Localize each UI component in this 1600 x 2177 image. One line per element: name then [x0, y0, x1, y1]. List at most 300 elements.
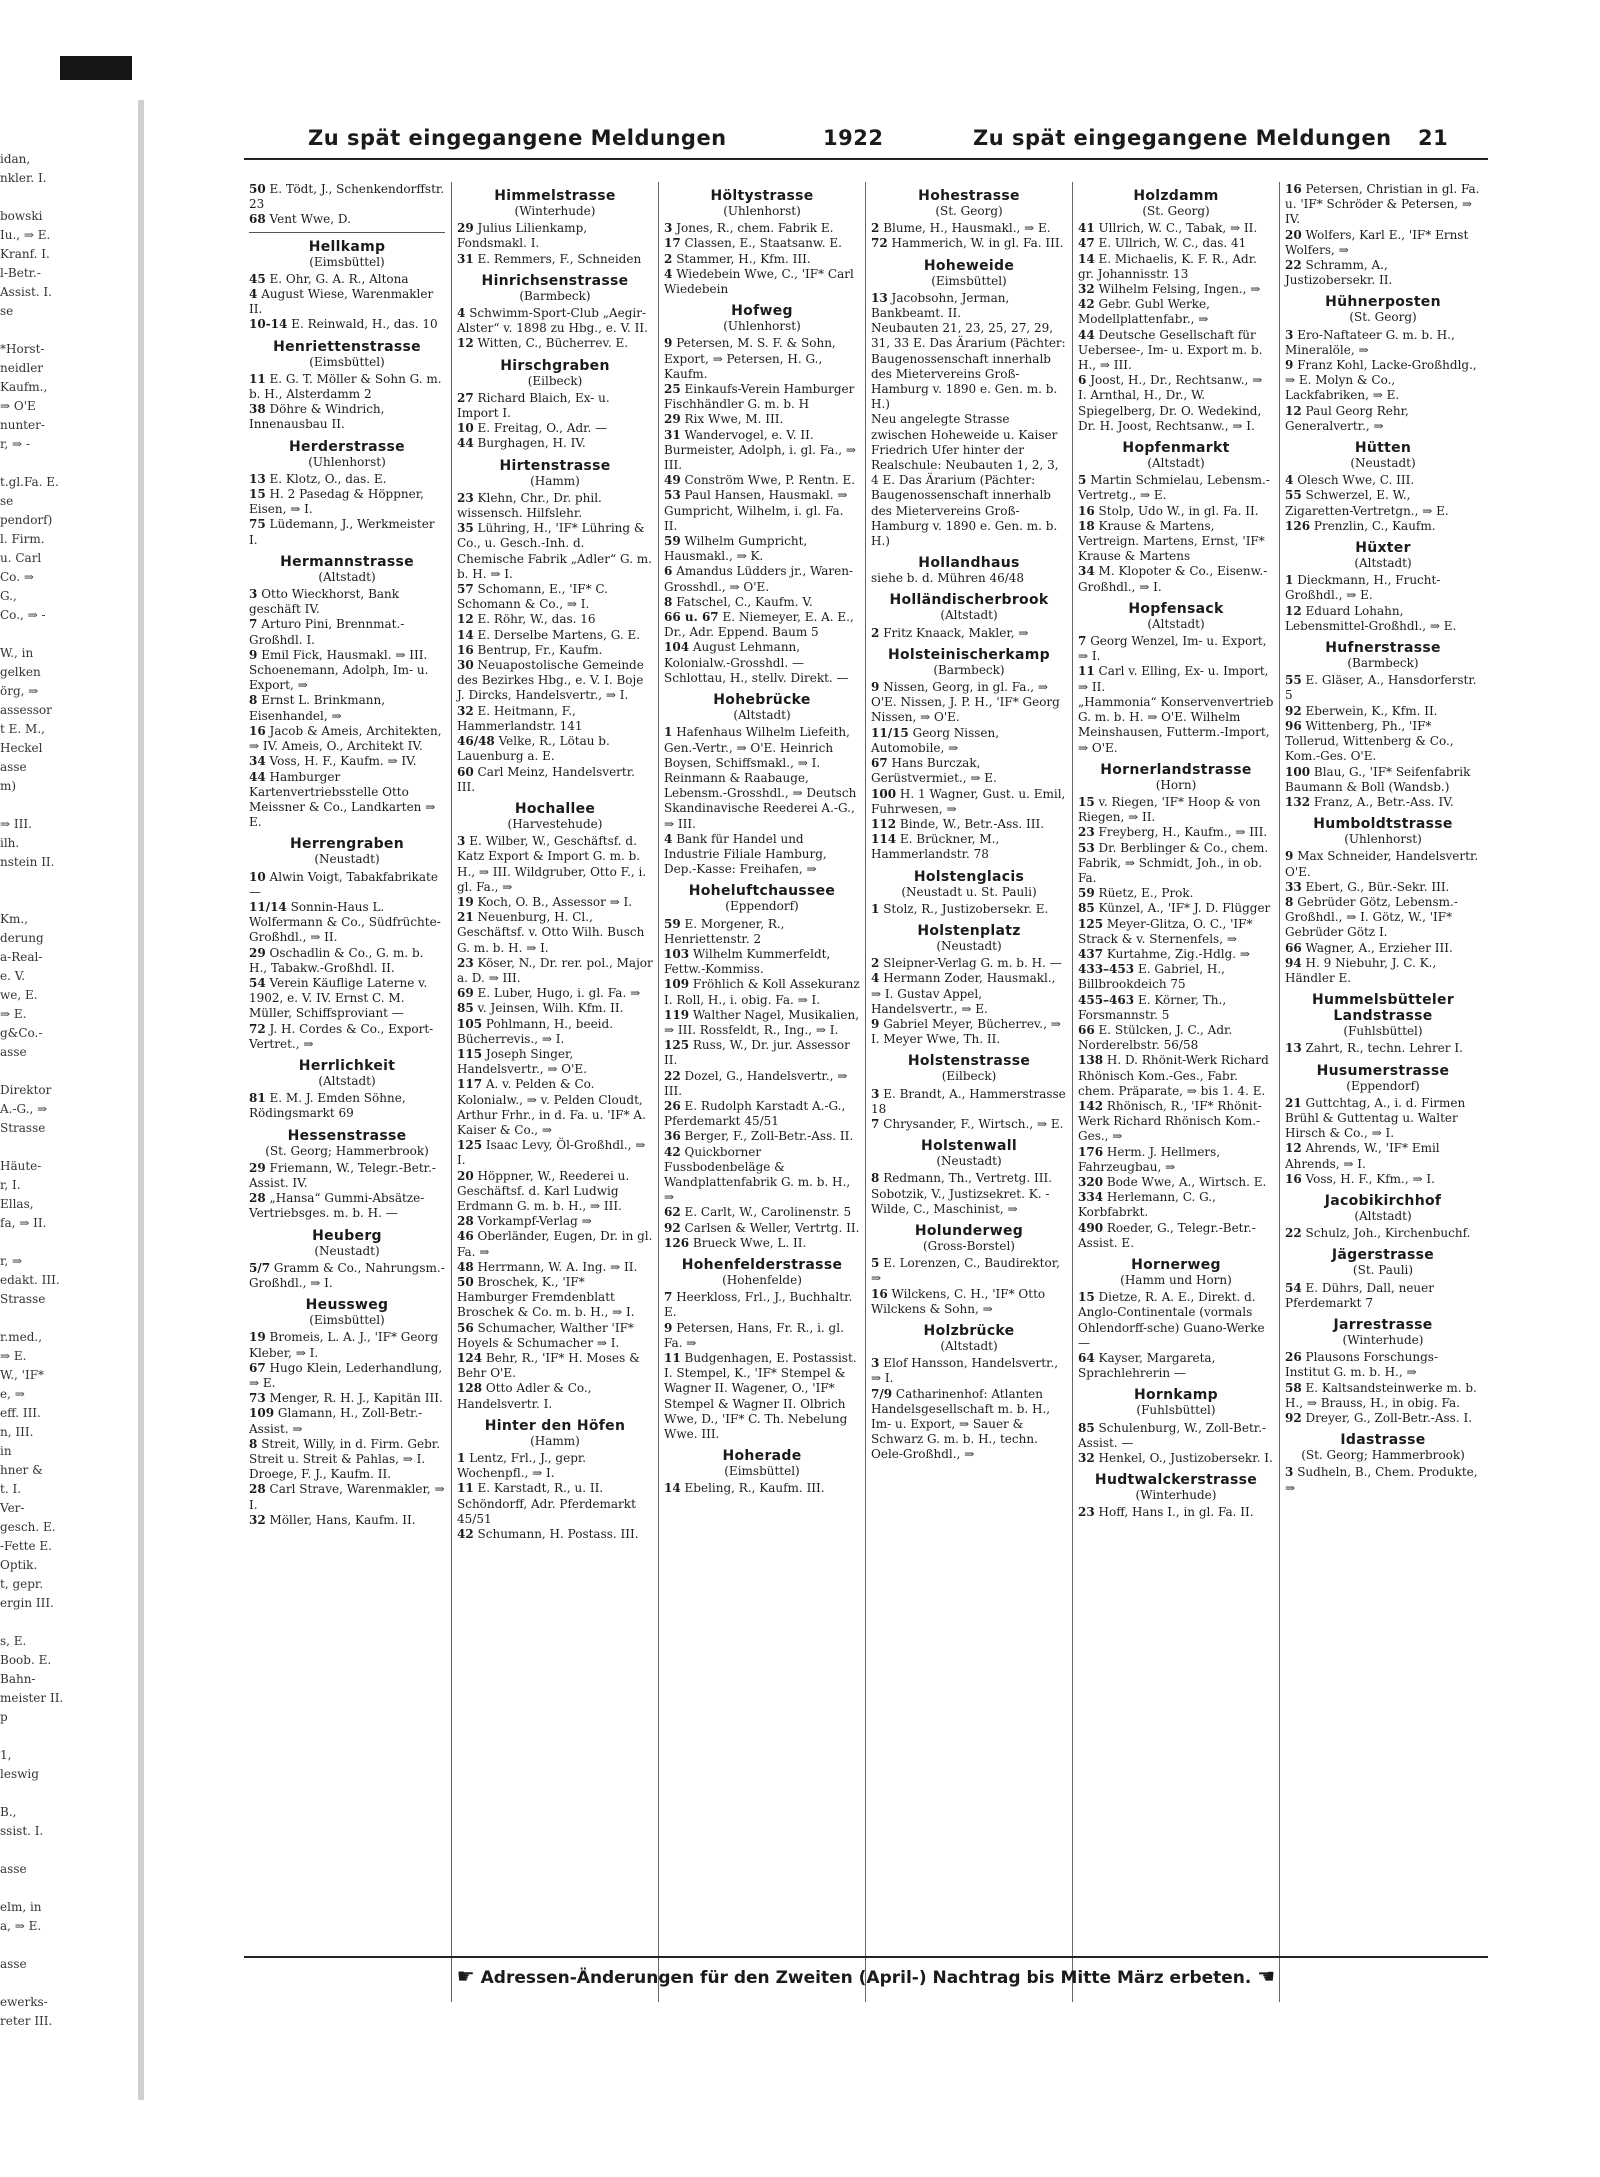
directory-entry	[871, 626, 1067, 641]
entry-text: Stolz, R., Justizobersekr. E.	[883, 901, 1049, 916]
house-number: 12	[1285, 1141, 1302, 1156]
directory-entry	[1285, 1172, 1481, 1187]
strip-line: nunter-	[0, 418, 45, 432]
directory-entry	[1285, 1465, 1481, 1495]
street-heading: Hütten	[1354, 440, 1412, 457]
entry-text: Martin Schmielau, Lebensm.-Vertretg., ⇒ E.	[1078, 473, 1270, 503]
strip-line: -Fette E.	[0, 1539, 52, 1553]
strip-line: leswig	[0, 1767, 39, 1781]
street-heading: Jägerstrasse	[1331, 1247, 1435, 1264]
entry-text: Petersen, M. S. F. & Sohn, Export, ⇒ Petersen, H. G., Kaufm.	[664, 336, 836, 381]
directory-entry	[1285, 719, 1481, 765]
directory-entry	[1285, 573, 1481, 603]
strip-line: r, ⇒	[0, 1254, 23, 1268]
entry-text: Lühring, H., 'IF* Lühring & Co., u. Gesch.-Inh. d. Chemische Fabrik „Adler“ G. m. b. H. ⇒ I.	[457, 521, 652, 581]
strip-line: nkler. I.	[0, 171, 47, 185]
house-number: 1	[457, 1451, 466, 1466]
entry-text: Hammerich, W. in gl. Fa. III.	[891, 236, 1064, 251]
street-heading: Hornkamp	[1134, 1387, 1218, 1404]
entry-text: E. Niemeyer, E. A. E., Dr., Adr. Eppend. Baum 5	[664, 610, 854, 640]
entry-text: Schramm, A., Justizobersekr. II.	[1285, 258, 1393, 288]
directory-entry	[664, 564, 860, 594]
scan-edge-mark	[60, 56, 132, 80]
directory-entry	[457, 521, 653, 582]
house-number: 13	[1285, 1041, 1302, 1056]
directory-entry	[1285, 1381, 1481, 1411]
entry-text: Stolp, Udo W., in gl. Fa. II.	[1098, 503, 1259, 518]
directory-entry	[871, 321, 1067, 412]
house-number: 29	[457, 221, 474, 236]
directory-entry	[249, 287, 445, 317]
header-year: 1922	[823, 126, 884, 150]
pointing-hand-right-icon: ☚	[1257, 1964, 1276, 1988]
entry-text: Fatschel, C., Kaufm. V.	[676, 594, 813, 609]
directory-entry	[664, 1069, 860, 1099]
house-number: 26	[664, 1098, 681, 1113]
directory-entry	[1285, 328, 1481, 358]
directory-entry	[1078, 825, 1274, 840]
house-number: 9	[664, 336, 673, 351]
directory-entry	[457, 1275, 653, 1321]
street-district: (Eppendorf)	[725, 899, 799, 914]
directory-entry	[457, 1229, 653, 1259]
house-number: 1	[1285, 573, 1294, 588]
entry-text: Streit, Willy, in d. Firm. Gebr. Streit u. Streit & Pahlas, ⇒ I. Droege, F. J., Kaufm. II.	[249, 1436, 441, 1482]
strip-line: idan,	[0, 152, 31, 166]
street-district: (Eimsbüttel)	[309, 254, 385, 269]
entry-text: Schomann, E., 'IF* C. Schomann & Co., ⇒ I.	[457, 582, 608, 612]
street-district: (Neustadt)	[936, 1154, 1002, 1169]
strip-line: eff. III.	[0, 1406, 41, 1420]
house-number: 7/9	[871, 1386, 893, 1401]
strip-line	[0, 1309, 132, 1328]
house-number: 109	[664, 977, 690, 992]
directory-entry	[871, 756, 1067, 786]
entry-text: E. Karstadt, R., u. II. Schöndorff, Adr. Pferdemarkt 45/51	[457, 1481, 636, 1526]
entry-text: Nissen, Georg, in gl. Fa., ⇒ O'E. Nissen, J. P. H., 'IF* Georg Nissen, ⇒ O'E.	[871, 680, 1060, 725]
entry-text: Freyberg, H., Kaufm., ⇒ III.	[1098, 825, 1268, 840]
house-number: 16	[871, 1286, 888, 1301]
directory-entry	[1285, 488, 1481, 518]
house-number: 21	[1285, 1095, 1302, 1110]
entry-text: M. Klopoter & Co., Eisenw.-Großhdl., ⇒ I.	[1078, 564, 1268, 594]
directory-entry	[664, 473, 860, 488]
directory-entry	[664, 1129, 860, 1144]
street-heading: Hinter den Höfen	[484, 1417, 626, 1434]
strip-line: ⇒ O'E	[0, 399, 36, 413]
entry-text: Franz Kohl, Lacke-Großhdlg., ⇒ E. Molyn & Co., Lackfabriken, ⇒ E.	[1285, 358, 1477, 403]
house-number: 4	[1285, 473, 1294, 488]
entry-text: Herlemann, C. G., Korbfabrkt.	[1078, 1190, 1216, 1220]
directory-entry	[1078, 1351, 1274, 1381]
entry-text: Kayser, Margareta, Sprachlehrerin —	[1078, 1351, 1216, 1381]
entry-text: Möller, Hans, Kaufm. II.	[269, 1512, 416, 1527]
street-district: (Uhlenhorst)	[723, 319, 801, 334]
strip-line	[0, 625, 132, 644]
street-district: (Altstadt)	[1147, 456, 1205, 471]
strip-line: gelken	[0, 665, 41, 679]
entry-text: Schumann, H. Postass. III.	[477, 1527, 639, 1542]
entry-text: E. Michaelis, K. F. R., Adr. gr. Johannisstr. 13	[1078, 251, 1257, 281]
strip-line	[0, 1138, 132, 1157]
header-rule	[244, 158, 1488, 160]
house-number: 5/7	[249, 1260, 271, 1275]
directory-entry	[664, 1145, 860, 1206]
directory-entry	[1078, 1190, 1274, 1220]
directory-entry	[1078, 695, 1274, 756]
page-number: 21	[1418, 126, 1449, 150]
entry-text: Sleipner-Verlag G. m. b. H. —	[883, 956, 1062, 971]
entry-text: Dietze, R. A. E., Direkt. d. Anglo-Continentale (vormals Ohlendorff-sche) Guano-Werke —	[1078, 1290, 1265, 1350]
entry-text: Künzel, A., 'IF* J. D. Flügger	[1098, 901, 1271, 916]
entry-text: Dreyer, G., Zoll-Betr.-Ass. I.	[1305, 1411, 1473, 1425]
house-number: 66 u. 67	[664, 610, 719, 625]
entry-text: Max Schneider, Handelsvertr. O'E.	[1285, 849, 1479, 879]
house-number: 437	[1078, 946, 1104, 961]
entry-text: Vorkampf-Verlag ⇒	[477, 1214, 592, 1229]
entry-text: Schwimm-Sport-Club „Aegir-Alster“ v. 1898 zu Hbg., e. V. II.	[457, 306, 648, 336]
strip-line: a-Real-	[0, 950, 43, 964]
columns-area	[244, 182, 1488, 2002]
house-number: 9	[1285, 849, 1294, 864]
directory-entry	[457, 1351, 653, 1381]
house-number: 15	[1078, 794, 1095, 809]
entry-text: Schulenburg, W., Zoll-Betr.-Assist. —	[1078, 1420, 1267, 1450]
directory-entry	[664, 221, 860, 236]
house-number: 124	[457, 1351, 483, 1366]
street-heading: Herderstrasse	[289, 438, 405, 455]
house-number: 38	[249, 402, 266, 417]
directory-entry	[1285, 956, 1481, 986]
house-number: 1	[664, 725, 673, 740]
house-number: 138	[1078, 1053, 1104, 1068]
entry-text: Catharinenhof: Atlanten Handelsgesellschaft m. b. H., Im- u. Export, ⇒ Sauer & Schwarz G. m. b. H., techn. Oele-Großhdl., ⇒	[871, 1386, 1051, 1462]
directory-entry	[1285, 519, 1481, 534]
directory-entry	[664, 1321, 860, 1351]
directory-entry	[249, 1161, 445, 1191]
street-heading: Hinrichsenstrasse	[481, 272, 629, 289]
entry-text: Joseph Singer, Handelsvertr., ⇒ O'E.	[457, 1046, 588, 1077]
entry-text: Herm. J. Hellmers, Fahrzeugbau, ⇒	[1078, 1144, 1221, 1174]
strip-line: a, ⇒ E.	[0, 1919, 42, 1933]
house-number: 85	[1078, 901, 1095, 916]
directory-entry	[249, 770, 445, 831]
street-heading: Hopfenmarkt	[1122, 440, 1230, 457]
house-number: 12	[1285, 403, 1302, 418]
house-number: 19	[249, 1330, 266, 1345]
house-number: 19	[457, 894, 474, 909]
house-number: 5	[1078, 473, 1087, 488]
street-heading: Holunderweg	[914, 1222, 1024, 1239]
house-number: 56	[457, 1320, 474, 1335]
strip-line: gesch. E.	[0, 1520, 56, 1534]
strip-line: m)	[0, 779, 17, 793]
entry-text: Ebeling, R., Kaufm. III.	[684, 1481, 825, 1496]
house-number: 32	[457, 703, 474, 718]
directory-entry	[249, 402, 445, 432]
entry-text: H. D. Rhönit-Werk Richard Rhönisch Kom.-Ges., Fabr. chem. Präparate, ⇒ bis 1. 4. E.	[1078, 1053, 1269, 1098]
street-district: (Eilbeck)	[527, 373, 583, 388]
house-number: 14	[457, 627, 474, 642]
directory-entry	[664, 1236, 860, 1251]
directory-entry	[1078, 1451, 1274, 1466]
strip-line: pendorf)	[0, 513, 53, 527]
directory-entry	[249, 372, 445, 402]
strip-line: u. Carl	[0, 551, 42, 565]
directory-entry	[664, 1205, 860, 1220]
strip-line	[0, 321, 132, 340]
strip-line	[0, 891, 132, 910]
entry-text: Neuenburg, H. Cl., Geschäftsf. v. Otto Wilh. Busch G. m. b. H. ⇒ I.	[457, 910, 645, 955]
directory-entry	[249, 272, 445, 287]
directory-entry	[457, 306, 653, 336]
street-heading: Holzbrücke	[923, 1322, 1015, 1339]
directory-entry	[457, 1381, 653, 1411]
entry-text: E. Derselbe Martens, G. E.	[477, 627, 641, 642]
entry-text: Russ, W., Dr. jur. Assessor II.	[664, 1038, 850, 1068]
strip-line	[0, 188, 132, 207]
entry-text: Olesch Wwe, C. III.	[1297, 473, 1415, 488]
strip-line: l-Betr.-	[0, 266, 41, 280]
house-number: 119	[664, 1007, 690, 1022]
entry-text: Wilckens, C. H., 'IF* Otto Wilckens & Sohn, ⇒	[871, 1286, 1046, 1316]
directory-entry	[457, 704, 653, 734]
entry-text: Herrmann, W. A. Ing. ⇒ II.	[477, 1259, 638, 1274]
entry-text: August Wiese, Warenmakler II.	[249, 287, 434, 317]
entry-text: Schumacher, Walther 'IF* Hoyels & Schumacher ⇒ I.	[457, 1320, 634, 1350]
directory-entry	[664, 640, 860, 686]
header-title-right: Zu spät eingegangene Meldungen	[973, 126, 1392, 150]
entry-text: Hafenhaus Wilhelm Liefeith, Gen.-Vertr., ⇒ O'E. Heinrich Boysen, Schiffsmakl., ⇒ I. Reinmann & Raabauge, Lebensm.-Grosshdl., ⇒ Deutsch Skandinavische Reederei A.-G., ⇒ III.	[664, 725, 857, 831]
street-heading: Hummelsbütteler Landstrasse	[1311, 992, 1455, 1025]
street-heading: Husumerstrasse	[1316, 1062, 1450, 1079]
street-heading: Hohenfelderstrasse	[681, 1257, 843, 1273]
strip-line: ⇒ E.	[0, 1007, 27, 1021]
entry-text: Köser, N., Dr. rer. pol., Major a. D. ⇒ III.	[457, 955, 653, 985]
entry-text: Budgenhagen, E. Postassist. I. Stempel, K., 'IF* Stempel & Wagner II. Wagener, O., 'IF* Stempel & Wagner II. Olbrich Wwe, D., 'IF* C. Th. Nebelung Wwe. III.	[664, 1351, 857, 1442]
column-3	[658, 182, 865, 2002]
entry-text: Ero-Naftateer G. m. b. H., Mineralöle, ⇒	[1285, 327, 1455, 357]
entry-text: siehe b. d. Mühren 46/48	[871, 571, 1025, 586]
street-district: (Neustadt)	[1350, 456, 1416, 471]
strip-line: n, III.	[0, 1425, 34, 1439]
strip-line: W., in	[0, 646, 34, 660]
strip-line: Assist. I.	[0, 285, 52, 299]
street-district: (Winterhude)	[1135, 1488, 1217, 1503]
entry-text: Carlsen & Weller, Vertrtg. II.	[684, 1220, 860, 1235]
house-number: 11	[664, 1351, 681, 1366]
strip-line: se	[0, 494, 14, 508]
entry-text: Quickborner Fussbodenbeläge & Wandplattenfabrik G. m. b. H., ⇒	[664, 1144, 851, 1205]
footer-notice	[244, 1964, 1488, 1992]
street-district: (Neustadt)	[314, 1243, 380, 1258]
street-district: (Hamm und Horn)	[1120, 1273, 1232, 1287]
strip-line: A.-G., ⇒	[0, 1102, 48, 1116]
strip-line: ergin III.	[0, 1596, 54, 1610]
entry-text: Rix Wwe, M. III.	[684, 412, 784, 427]
house-number: 3	[1285, 1465, 1294, 1480]
entry-text: Richard Blaich, Ex- u. Import I.	[457, 390, 610, 421]
entry-text: Krause & Martens, Vertreign. Martens, Ernst, 'IF* Krause & Martens	[1078, 518, 1265, 564]
directory-entry	[871, 1356, 1067, 1386]
house-number: 31	[457, 251, 474, 266]
entry-text: E. Gläser, A., Hansdorferstr. 5	[1285, 673, 1477, 703]
directory-entry	[871, 1017, 1067, 1047]
directory-entry	[1285, 765, 1481, 795]
house-number: 6	[664, 564, 673, 579]
house-number: 31	[664, 427, 681, 442]
house-number: 33	[1285, 879, 1302, 894]
directory-entry	[664, 610, 860, 640]
entry-text: E. Rudolph Karstadt A.-G., Pferdemarkt 45/51	[664, 1098, 846, 1129]
directory-entry	[249, 1482, 445, 1512]
street-heading: Hoheweide	[923, 257, 1015, 274]
directory-entry	[457, 1017, 653, 1047]
directory-entry	[1285, 849, 1481, 879]
house-number: 100	[871, 786, 897, 801]
house-number: 15	[1078, 1290, 1095, 1305]
house-number: 13	[871, 290, 888, 305]
entry-text: Wagner, A., Erzieher III.	[1305, 940, 1453, 955]
entry-text: Carl Strave, Warenmakler, ⇒ I.	[249, 1482, 445, 1512]
strip-line: t. I.	[0, 1482, 22, 1496]
entry-text: Wilhelm Kummerfeldt, Fettw.-Kommiss.	[664, 946, 831, 977]
entry-text: Burghagen, H. IV.	[477, 436, 586, 451]
house-number: 3	[1285, 327, 1294, 342]
entry-text: Hermann Zoder, Hausmakl., ⇒ I. Gustav Appel, Handelsvertr., ⇒ E.	[871, 971, 1056, 1016]
house-number: 11	[1078, 664, 1095, 679]
entry-text: Kurtahme, Zig.-Hdlg. ⇒	[1106, 946, 1250, 961]
directory-entry	[871, 902, 1067, 917]
directory-entry	[664, 832, 860, 878]
strip-line: g&Co.-	[0, 1026, 43, 1040]
street-heading: Hornerlandstrasse	[1100, 761, 1252, 778]
column-6	[1279, 182, 1486, 2002]
directory-entry	[249, 1437, 445, 1483]
directory-entry	[249, 648, 445, 694]
directory-entry	[457, 1321, 653, 1351]
directory-entry	[1285, 604, 1481, 634]
house-number: 46/48	[457, 734, 495, 749]
directory-entry	[1078, 917, 1274, 947]
street-heading: Heussweg	[305, 1297, 389, 1314]
house-number: 23	[1078, 1505, 1095, 1520]
house-number: 3	[664, 221, 673, 236]
house-number: 27	[457, 390, 474, 405]
entry-text: Petersen, Christian in gl. Fa. u. 'IF* Schröder & Petersen, ⇒ IV.	[1285, 182, 1480, 227]
entry-text: Neubauten 21, 23, 25, 27, 29, 31, 33 E. Das Ärarium (Pächter: Baugenossenschaft innerhalb des Mietervereins Groß-Hamburg v. 1890 e. Gen. m. b. H.)	[871, 321, 1066, 412]
entry-text: Ahrends, W., 'IF* Emil Ahrends, ⇒ I.	[1285, 1141, 1440, 1171]
house-number: 2	[871, 625, 880, 640]
entry-text: Lentz, Frl., J., gepr. Wochenpfl., ⇒ I.	[457, 1451, 587, 1481]
entry-text: Wandervogel, e. V. II. Burmeister, Adolph, i. gl. Fa., ⇒ III.	[664, 427, 856, 473]
directory-entry	[1078, 993, 1274, 1023]
entry-text: Dr. Berblinger & Co., chem. Fabrik, ⇒ Schmidt, Joh., in ob. Fa.	[1078, 840, 1269, 885]
entry-text: Roeder, G., Telegr.-Betr.-Assist. E.	[1078, 1220, 1256, 1250]
strip-line: elm, in	[0, 1900, 42, 1914]
house-number: 16	[1285, 1171, 1302, 1186]
entry-text: Wolfers, Karl E., 'IF* Ernst Wolfers, ⇒	[1285, 227, 1469, 257]
house-number: 22	[664, 1068, 681, 1083]
directory-entry	[1078, 282, 1274, 297]
street-district: (St. Georg)	[1142, 204, 1210, 218]
directory-entry	[664, 267, 860, 297]
strip-line: Kaufm.,	[0, 380, 48, 394]
house-number: 58	[1285, 1380, 1302, 1395]
entry-text: Wiedebein Wwe, C., 'IF* Carl Wiedebein	[664, 266, 854, 297]
house-number: 100	[1285, 764, 1311, 779]
entry-text: H. 2 Pasedag & Höppner, Eisen, ⇒ I.	[249, 487, 424, 517]
house-number: 28	[249, 1191, 266, 1206]
directory-entry	[249, 900, 445, 946]
directory-entry	[664, 428, 860, 474]
directory-entry	[249, 617, 445, 647]
street-district: (Altstadt)	[940, 608, 998, 623]
entry-text: Gramm & Co., Nahrungsm.-Großhdl., ⇒ I.	[249, 1260, 445, 1290]
entry-text: Redmann, Th., Vertretg. III. Sobotzik, V., Justizsekret. K. - Wilde, C., Maschinist, ⇒	[871, 1171, 1053, 1216]
entry-text: E. Lorenzen, C., Baudirektor, ⇒	[871, 1256, 1060, 1286]
street-heading: Höltystrasse	[710, 188, 814, 204]
directory-entry	[1078, 1023, 1274, 1053]
strip-line: Strasse	[0, 1121, 46, 1135]
strip-line: assessor	[0, 703, 52, 717]
directory-entry	[664, 488, 860, 534]
directory-entry	[871, 956, 1067, 971]
entry-text: Franz, A., Betr.-Ass. IV.	[1313, 794, 1454, 809]
entry-text: Voss, H. F., Kaufm. ⇒ IV.	[269, 754, 417, 769]
directory-entry	[1078, 1290, 1274, 1351]
entry-text: Schwerzel, E. W., Zigaretten-Vertretgn., ⇒ E.	[1285, 488, 1449, 518]
page-gutter	[138, 100, 144, 2100]
house-number: 7	[664, 1290, 673, 1305]
directory-entry	[1078, 664, 1274, 694]
directory-entry	[457, 1527, 653, 1542]
entry-text: Behr, R., 'IF* H. Moses & Behr O'E.	[457, 1351, 640, 1381]
house-number: 59	[664, 534, 681, 549]
entry-text: Pohlmann, H., beeid. Bücherrevis., ⇒ I.	[457, 1016, 614, 1046]
house-number: 72	[249, 1021, 266, 1036]
directory-entry	[457, 391, 653, 421]
entry-text: Meyer-Glitza, O. C., 'IF* Strack & v. Sternenfels, ⇒	[1078, 916, 1253, 946]
house-number: 15	[249, 487, 266, 502]
street-heading: Hornerweg	[1131, 1257, 1221, 1273]
entry-text: Dozel, G., Handelsvertr., ⇒ III.	[664, 1068, 848, 1098]
directory-entry	[664, 1099, 860, 1129]
street-heading: Hopfensack	[1128, 600, 1224, 617]
directory-entry	[871, 1087, 1067, 1117]
house-number: 3	[871, 1356, 880, 1371]
entry-text: E. Luber, Hugo, i. gl. Fa. ⇒	[477, 986, 641, 1001]
strip-line: Boob. E.	[0, 1653, 52, 1667]
street-district: (Altstadt)	[733, 708, 791, 723]
street-heading: Himmelstrasse	[494, 188, 616, 204]
house-number: 7	[871, 1116, 880, 1131]
house-number: 103	[664, 946, 690, 961]
pointing-hand-left-icon: ☛	[456, 1964, 475, 1988]
street-district: (St. Georg; Hammerbrook)	[265, 1143, 429, 1158]
strip-line	[0, 1784, 132, 1803]
house-number: 109	[249, 1406, 275, 1421]
strip-line: Heckel	[0, 741, 43, 755]
strip-line: B.,	[0, 1805, 17, 1819]
strip-line: edakt. III.	[0, 1273, 60, 1287]
house-number: 105	[457, 1016, 483, 1031]
entry-text: Binde, W., Betr.-Ass. III.	[899, 816, 1045, 831]
house-number: 20	[457, 1168, 474, 1183]
street-district: (Altstadt)	[1354, 1208, 1412, 1223]
strip-line: derung	[0, 931, 44, 945]
entry-text: E. Ohr, G. A. R., Altona	[269, 271, 409, 286]
